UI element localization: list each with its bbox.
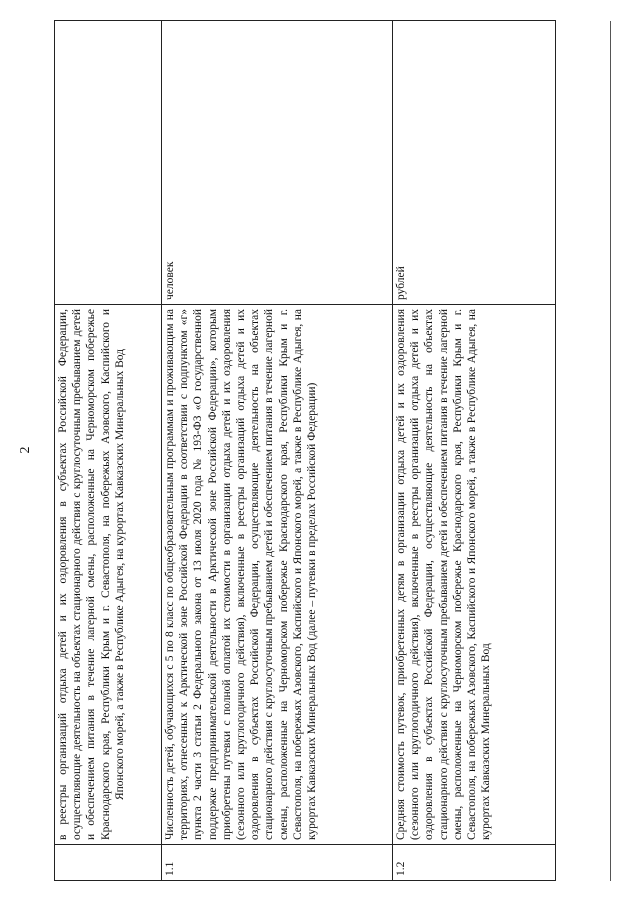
row-text: Численность детей, обучающихся с 5 по 8 класс по общеобразовательным программам и проживающим на территориях, отнесенных к Арктической зоне Российской Федерации в соответствии с подпунктом «г» пункта 2 части 3 статьи 2 Федерального закона от 13 июля 2020 года № 193-ФЗ «О государственной поддержке предпринимательской деятельности в Арктической зоне Российской Федерации», которым приобретены путевки с полной оплатой их стоимости в организации отдыха детей и их оздоровления (сезонного или круглогодичного действия), включенные в реестры организаций отдыха детей и их оздоровления в субъектах Российской Федерации, осуществляющие деятельность на объектах стационарного действия с круглосуточным пребыванием детей и обеспечением питания в течение лагерной смены, расположенные на Черноморском побережье Краснодарского края, Республики Крым и г. Севастополя, на побережьях Азовского, Каспийского и Японского морей, а также в Республике Адыгея, на курортах Кавказских Минеральных Вод (далее – путевки в пределах Российской Федерации) [162,305,393,845]
intro-text-cell: в реестры организаций отдыха детей и их оздоровления в субъектах Российской Федерации, осуществляющие деятельность на объектах стационарного действия с круглосуточным пребыванием детей и обеспечением питания в течение лагерной смены, расположенные на Черноморском побережье Краснодарского края, Республики Крым и г. Севастополя, на побережьях Азовского, Каспийского и Японского морей, а также в Республике Адыгея, на курортах Кавказских Минеральных Вод [55,305,162,845]
page-edge-line [610,21,611,881]
page-number: 2 [18,446,33,454]
row-number: 1.2 [393,845,556,881]
document-table [54,20,556,881]
row-number: 1.1 [162,845,393,881]
row-text: Средняя стоимость путевок, приобретенных детям в организации отдыха детей и их оздоровления (сезонного или круглогодичного действия), включенные в реестры организаций отдыха детей и их оздоровления в субъектах Российской Федерации, осуществляющие деятельность на объектах стационарного действия с круглосуточным пребыванием детей и обеспечением питания в течение лагерной смены, расположенные на Черноморском побережье Краснодарского края, Республики Крым и г. Севастополя, на побережьях Азовского, Каспийского и Японского морей, а также в Республике Адыгея, на курортах Кавказских Минеральных Вод [393,305,556,845]
table-row [162,21,393,881]
table-row [393,21,556,881]
row-unit: рублей [393,21,556,305]
table-row-intro [55,21,162,881]
intro-number-cell [55,845,162,881]
row-unit: человек [162,21,393,305]
intro-unit-cell [55,21,162,305]
